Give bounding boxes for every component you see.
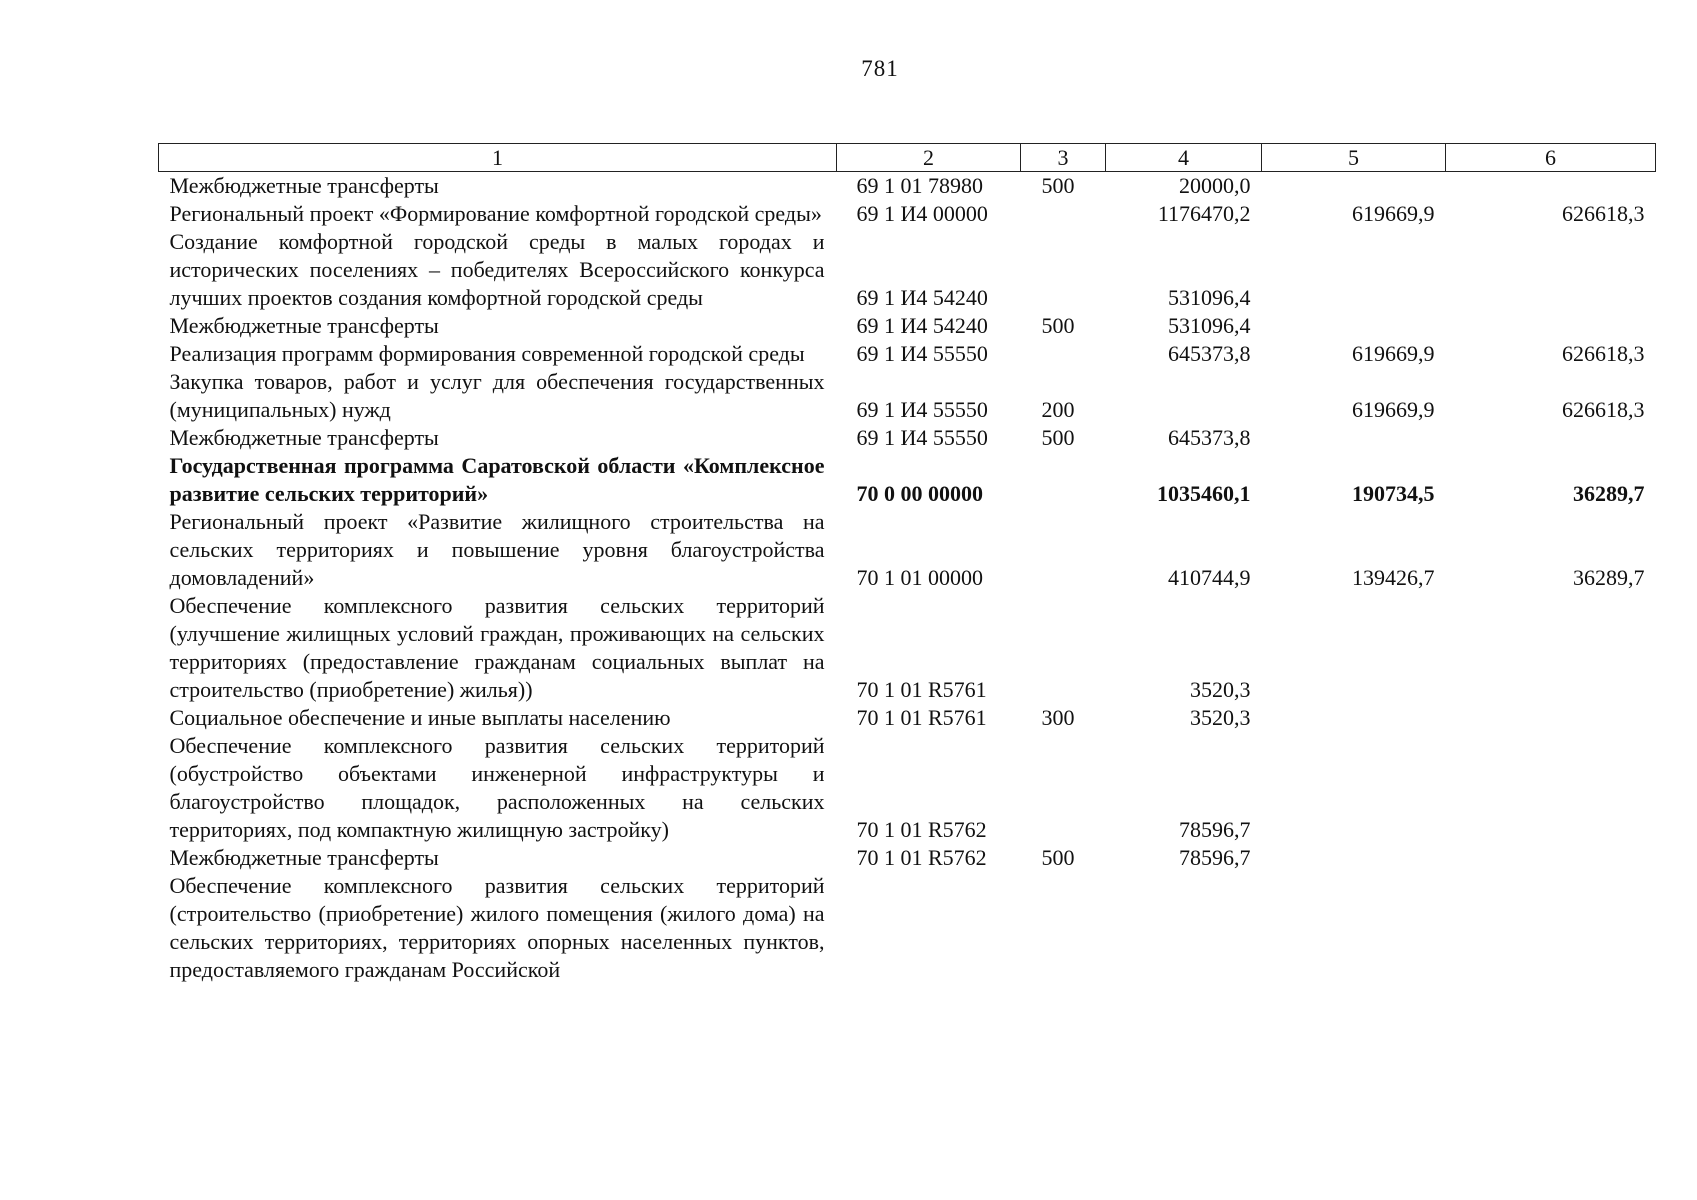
header-row — [159, 144, 1656, 172]
row-code-cell: 70 1 01 R5761 — [856, 705, 987, 730]
row-code-cell: 70 1 01 R5762 — [856, 817, 987, 842]
row-value-col6-cell — [1446, 704, 1656, 732]
row-type-cell: 500 — [1041, 845, 1075, 870]
column-header: 3 — [1021, 144, 1106, 172]
budget-table — [158, 143, 1656, 984]
row-name-cell: Закупка товаров, работ и услуг для обеспечения государственных (муниципальных) нужд — [169, 369, 825, 422]
row-value-col4-cell: 1176470,2 — [1157, 201, 1251, 226]
row-value-col4-cell: 78596,7 — [1179, 845, 1251, 870]
row-value-col4-cell — [1106, 872, 1262, 984]
table-row — [159, 200, 1656, 228]
row-name-cell: Межбюджетные трансферты — [169, 313, 439, 338]
row-type-cell — [1021, 228, 1106, 312]
row-value-col5-cell: 139426,7 — [1352, 565, 1435, 590]
row-name-cell: Региональный проект «Развитие жилищного строительства на сельских территориях и повышение уровня благоустройства домовладений» — [169, 509, 825, 590]
row-value-col4-cell: 645373,8 — [1168, 425, 1251, 450]
table-row — [159, 704, 1656, 732]
row-value-col4-cell: 3520,3 — [1190, 705, 1251, 730]
row-value-col6-cell — [1446, 844, 1656, 872]
table-row — [159, 592, 1656, 704]
row-code-cell: 69 1 И4 54240 — [856, 313, 988, 338]
column-header: 6 — [1446, 144, 1656, 172]
row-value-col6-cell: 36289,7 — [1573, 565, 1645, 590]
row-value-col6-cell — [1446, 228, 1656, 312]
row-value-col6-cell — [1446, 172, 1656, 201]
row-type-cell — [1021, 592, 1106, 704]
row-value-col4-cell: 78596,7 — [1179, 817, 1251, 842]
row-type-cell: 500 — [1041, 173, 1075, 198]
row-value-col4-cell: 20000,0 — [1179, 173, 1251, 198]
row-type-cell: 300 — [1041, 705, 1075, 730]
row-type-cell: 500 — [1041, 425, 1075, 450]
row-code-cell: 70 1 01 R5761 — [856, 677, 987, 702]
row-value-col4-cell — [1106, 368, 1262, 424]
row-value-col6-cell — [1446, 312, 1656, 340]
row-name-cell: Государственная программа Саратовской области «Комплексное развитие сельских территорий» — [169, 453, 825, 506]
row-value-col6-cell: 626618,3 — [1562, 201, 1645, 226]
row-code-cell — [837, 872, 1021, 984]
table-row — [159, 172, 1656, 201]
row-value-col4-cell: 1035460,1 — [1157, 481, 1251, 506]
table-row — [159, 872, 1656, 984]
row-value-col5-cell — [1262, 732, 1446, 844]
row-type-cell — [1021, 200, 1106, 228]
column-header: 5 — [1262, 144, 1446, 172]
row-value-col6-cell — [1446, 872, 1656, 984]
row-type-cell: 500 — [1041, 313, 1075, 338]
row-code-cell: 70 1 01 00000 — [856, 565, 983, 590]
row-value-col5-cell — [1262, 704, 1446, 732]
row-type-cell — [1021, 340, 1106, 368]
row-value-col5-cell — [1262, 592, 1446, 704]
row-code-cell: 69 1 И4 00000 — [856, 201, 988, 226]
table-row — [159, 424, 1656, 452]
row-value-col5-cell: 190734,5 — [1352, 481, 1435, 506]
row-name-cell: Обеспечение комплексного развития сельских территорий (улучшение жилищных условий граждан, проживающих на сельских территориях (предоставление гражданам социальных выплат на строительство (приобретение) жилья)) — [169, 593, 825, 702]
column-header: 1 — [159, 144, 837, 172]
row-value-col6-cell — [1446, 732, 1656, 844]
row-type-cell — [1021, 508, 1106, 592]
row-value-col6-cell — [1446, 592, 1656, 704]
row-value-col5-cell — [1262, 172, 1446, 201]
row-code-cell: 69 1 И4 55550 — [856, 425, 988, 450]
row-name-cell: Региональный проект «Формирование комфортной городской среды» — [169, 201, 822, 226]
row-value-col4-cell: 531096,4 — [1168, 313, 1251, 338]
row-code-cell: 69 1 И4 55550 — [856, 397, 988, 422]
table-row — [159, 368, 1656, 424]
row-value-col6-cell: 626618,3 — [1562, 341, 1645, 366]
row-value-col4-cell: 3520,3 — [1190, 677, 1251, 702]
row-value-col5-cell — [1262, 312, 1446, 340]
row-type-cell — [1021, 452, 1106, 508]
row-code-cell: 69 1 И4 54240 — [856, 285, 988, 310]
column-header: 2 — [837, 144, 1021, 172]
row-name-cell: Социальное обеспечение и иные выплаты населению — [169, 705, 671, 730]
table-row — [159, 508, 1656, 592]
row-code-cell: 69 1 01 78980 — [856, 173, 983, 198]
row-value-col5-cell: 619669,9 — [1352, 397, 1435, 422]
row-value-col5-cell — [1262, 424, 1446, 452]
row-value-col4-cell: 645373,8 — [1168, 341, 1251, 366]
row-value-col4-cell: 410744,9 — [1168, 565, 1251, 590]
row-name-cell: Межбюджетные трансферты — [169, 845, 439, 870]
row-value-col5-cell: 619669,9 — [1352, 201, 1435, 226]
table-row — [159, 228, 1656, 312]
row-code-cell: 70 0 00 00000 — [856, 481, 983, 506]
row-value-col6-cell: 36289,7 — [1573, 481, 1645, 506]
page-number: 781 — [861, 56, 899, 81]
row-value-col4-cell: 531096,4 — [1168, 285, 1251, 310]
row-value-col5-cell — [1262, 844, 1446, 872]
table-row — [159, 452, 1656, 508]
table-row — [159, 340, 1656, 368]
row-name-cell: Обеспечение комплексного развития сельских территорий (обустройство объектами инженерной инфраструктуры и благоустройство площадок, расположенных на сельских территориях, под компактную жилищную застройку) — [169, 733, 825, 842]
row-name-cell: Межбюджетные трансферты — [169, 173, 439, 198]
table-row — [159, 312, 1656, 340]
row-type-cell — [1021, 872, 1106, 984]
row-value-col5-cell — [1262, 872, 1446, 984]
row-type-cell — [1021, 732, 1106, 844]
table-row — [159, 844, 1656, 872]
table-row — [159, 732, 1656, 844]
row-value-col5-cell: 619669,9 — [1352, 341, 1435, 366]
row-value-col6-cell — [1446, 424, 1656, 452]
column-header: 4 — [1106, 144, 1262, 172]
row-name-cell: Создание комфортной городской среды в малых городах и исторических поселениях – победителях Всероссийского конкурса лучших проектов создания комфортной городской среды — [169, 229, 825, 310]
row-code-cell: 69 1 И4 55550 — [856, 341, 988, 366]
row-value-col6-cell: 626618,3 — [1562, 397, 1645, 422]
row-type-cell: 200 — [1041, 397, 1075, 422]
row-name-cell: Обеспечение комплексного развития сельских территорий (строительство (приобретение) жилого помещения (жилого дома) на сельских территориях, территориях опорных населенных пунктов, предоставляемого гражданам Российской — [169, 873, 825, 982]
row-value-col5-cell — [1262, 228, 1446, 312]
row-name-cell: Реализация программ формирования современной городской среды — [169, 341, 805, 366]
row-code-cell: 70 1 01 R5762 — [856, 845, 987, 870]
row-name-cell: Межбюджетные трансферты — [169, 425, 439, 450]
table-body — [159, 172, 1656, 985]
